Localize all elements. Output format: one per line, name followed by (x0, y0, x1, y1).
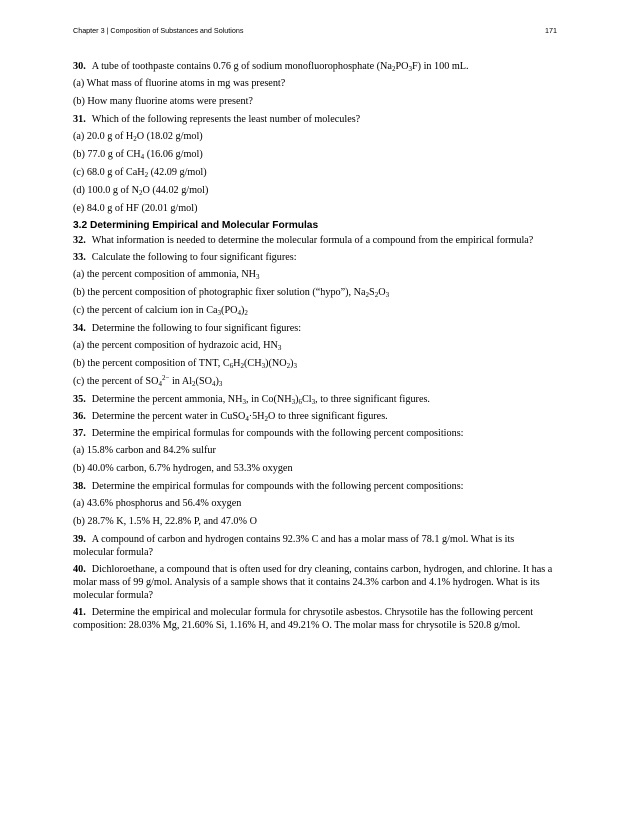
question-31-part-b: (b) 77.0 g of $CH_4$ (16.06 g/mol) (73, 149, 203, 161)
question-number: 31. (73, 114, 86, 125)
question-33-part-c: (c) the percent of calcium ion in $Ca_3(PO_4)_2$ (73, 305, 248, 317)
question-33-part-b: (b) the percent composition of photographic fixer solution (“hypo”), $Na_2S_2O_3$ (73, 287, 390, 299)
question-number: 30. (73, 61, 86, 72)
question-37-part-a: (a) 15.8% carbon and 84.2% sulfur (73, 445, 216, 456)
question-number: 40. (73, 564, 86, 575)
question-36: 36. Determine the percent water in $CuSO_4\cdot 5H_2O$ to three significant figures. (73, 411, 388, 423)
question-38: 38. Determine the empirical formulas for compounds with the following percent compositions: (73, 481, 464, 492)
section-heading: 3.2 Determining Empirical and Molecular Formulas (73, 220, 319, 231)
question-number: 39. (73, 534, 86, 545)
question-number: 33. (73, 252, 86, 263)
question-33: 33. Calculate the following to four significant figures: (73, 252, 297, 263)
question-number: 32. (73, 235, 86, 246)
exercise-list (73, 60, 557, 636)
question-number: 41. (73, 607, 86, 618)
question-34-part-c: (c) the percent of $SO_4^{2-}$ in $Al_2(SO_4)_3$ (73, 374, 223, 388)
question-number: 36. (73, 411, 86, 422)
chapter-title: Chapter 3 | Composition of Substances and Solutions (73, 26, 244, 35)
page-header (73, 26, 557, 38)
question-35: 35. Determine the percent ammonia, $NH_3$, in $Co(NH_3)_6Cl_3$, to three significant figures. (73, 394, 430, 406)
question-30: 30. A tube of toothpaste contains 0.76 g of sodium monofluorophosphate $(Na_2PO_3F)$ in 100 mL. (73, 61, 469, 73)
question-31-part-d: (d) 100.0 g of $N_2O$ (44.02 g/mol) (73, 185, 209, 197)
question-32: 32. What information is needed to determine the molecular formula of a compound from the empirical formula? (73, 235, 534, 246)
question-31-part-c: (c) 68.0 g of CaH$_2$ (42.09 g/mol) (73, 167, 207, 179)
question-38-part-b: (b) 28.7% K, 1.5% H, 22.8% P, and 47.0% O (73, 516, 257, 527)
page-number: 171 (545, 26, 557, 35)
question-41: 41. Determine the empirical and molecular formula for chrysotile asbestos. Chrysotile has the following percent composition: 28.03% Mg, 21.60% Si, 1.16% H, and 49.21% O. The molar mass for chrysotile is 520.8 g/mol. (73, 607, 534, 631)
question-33-part-a: (a) the percent composition of ammonia, $NH_3$ (73, 269, 260, 281)
question-31-part-a: (a) 20.0 g of $H_2O$ (18.02 g/mol) (73, 131, 203, 143)
question-number: 35. (73, 394, 86, 405)
question-39: 39. A compound of carbon and hydrogen contains 92.3% C and has a molar mass of 78.1 g/mol. What is its molecular formula? (73, 534, 515, 558)
question-number: 34. (73, 323, 86, 334)
question-30-part-b: (b) How many fluorine atoms were present? (73, 96, 253, 107)
question-30-part-a: (a) What mass of fluorine atoms in mg was present? (73, 78, 286, 89)
question-37: 37. Determine the empirical formulas for compounds with the following percent compositions: (73, 428, 464, 439)
question-number: 37. (73, 428, 86, 439)
question-34-part-a: (a) the percent composition of hydrazoic acid, $HN_3$ (73, 340, 282, 352)
question-number: 38. (73, 481, 86, 492)
question-31-part-e: (e) 84.0 g of HF (20.01 g/mol) (73, 203, 198, 214)
question-34: 34. Determine the following to four significant figures: (73, 323, 302, 334)
question-40: 40. Dichloroethane, a compound that is often used for dry cleaning, contains carbon, hydrogen, and chlorine. It has a molar mass of 99 g/mol. Analysis of a sample shows that it contains 24.3% carbon and 4.1% hydrogen. What is its molecular formula? (73, 564, 553, 601)
question-38-part-a: (a) 43.6% phosphorus and 56.4% oxygen (73, 498, 242, 509)
question-37-part-b: (b) 40.0% carbon, 6.7% hydrogen, and 53.3% oxygen (73, 463, 293, 474)
question-31: 31. Which of the following represents the least number of molecules? (73, 114, 361, 125)
question-34-part-b: (b) the percent composition of TNT, $C_6H_2(CH_3)(NO_2)_3$ (73, 358, 297, 370)
